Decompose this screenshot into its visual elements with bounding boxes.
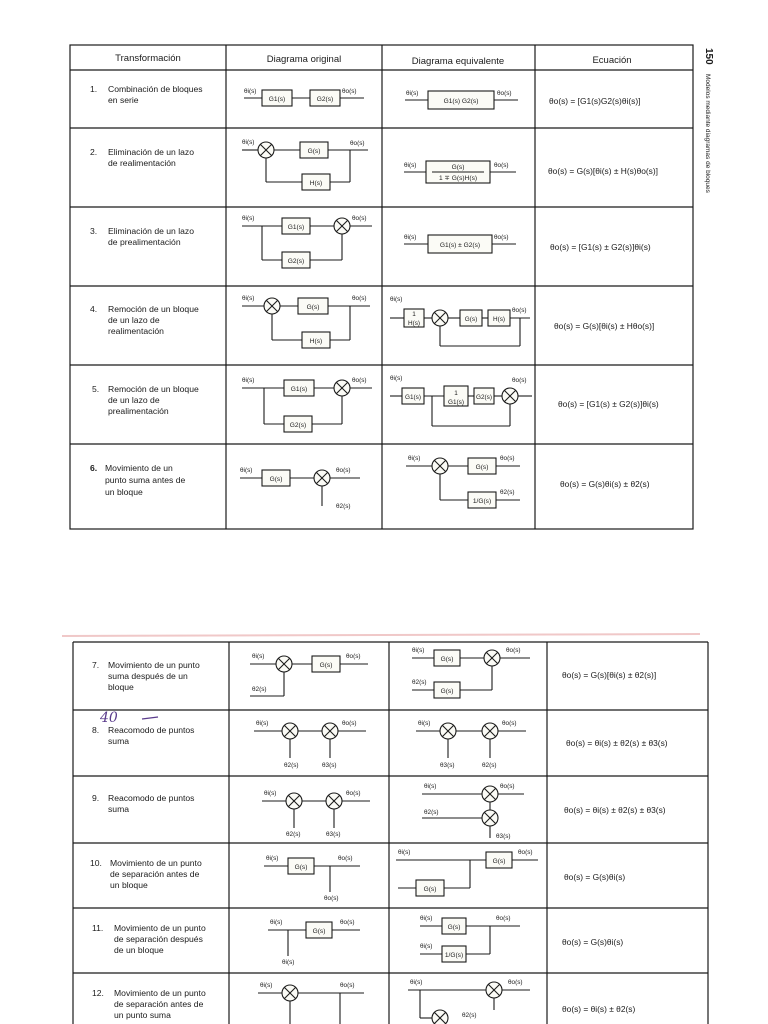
row-1-text — [90, 84, 640, 106]
row-9-text — [92, 793, 666, 815]
row-title-line: Reacomodo de puntos — [108, 725, 195, 735]
row-12-original-diagram — [258, 982, 364, 1024]
block-label: G1(s) — [405, 394, 421, 401]
row-equation: θo(s) = θi(s) ± θ2(s) ± θ3(s) — [566, 738, 668, 748]
block-label: G(s) — [464, 316, 478, 323]
row-title-line: Movimiento de un punto — [114, 923, 206, 933]
block-label: G(s) — [451, 164, 465, 171]
row-number: 12. — [92, 988, 104, 998]
row-title-line: Remoción de un bloque — [108, 304, 199, 314]
row-1-equivalent-diagram — [405, 90, 518, 109]
signal-label: θ2(s) — [286, 831, 301, 838]
signal-label: θi(s) — [420, 915, 433, 922]
row-title-line: un bloque — [105, 487, 143, 497]
signal-label: θo(s) — [512, 307, 527, 314]
row-title-line: Remoción de un bloque — [108, 384, 199, 394]
block-label: G1(s) ± G2(s) — [439, 242, 481, 249]
signal-label: θo(s) — [508, 979, 523, 986]
row-title-line: suma — [108, 736, 130, 746]
block-label: G1(s) — [290, 386, 308, 393]
row-5-text — [92, 384, 659, 416]
signal-label: θ2(s) — [412, 679, 427, 686]
signal-label: θo(s) — [496, 915, 511, 922]
row-7-equivalent-diagram — [412, 647, 530, 698]
row-equation: θo(s) = [G1(s)G2(s)θi(s)] — [549, 96, 641, 106]
signal-label: θo(s) — [497, 90, 512, 97]
block-label: 1 ∓ G(s)H(s) — [438, 175, 478, 182]
page-edge-mark — [62, 634, 700, 636]
row-number: 10. — [90, 858, 102, 868]
signal-label: θi(s) — [408, 455, 421, 462]
row-title-line: Movimiento de un punto — [114, 988, 206, 998]
signal-label: θi(s) — [390, 375, 403, 382]
signal-label: θo(s) — [500, 783, 515, 790]
row-equation: θo(s) = θi(s) ± θ2(s) — [562, 1004, 636, 1014]
signal-label: θi(s) — [264, 790, 277, 797]
signal-label: θo(s) — [340, 982, 355, 989]
block-label: G2(s) — [287, 258, 305, 265]
block-label: G2(s) — [289, 422, 307, 429]
row-equation: θo(s) = [G1(s) ± G2(s)]θi(s) — [550, 242, 651, 252]
signal-label: θo(s) — [494, 162, 509, 169]
signal-label: θi(s) — [252, 653, 265, 660]
row-10-text — [90, 858, 625, 890]
block-label: G(s) — [440, 656, 454, 663]
block-label: G1(s) — [448, 399, 464, 406]
row-title-line: Eliminación de un lazo — [108, 226, 194, 236]
row-title-line: Reacomodo de puntos — [108, 793, 195, 803]
row-number: 7. — [92, 660, 100, 670]
signal-label: θi(s) — [410, 979, 423, 986]
row-title-line: de realimentación — [108, 158, 176, 168]
block-label: G(s) — [440, 688, 454, 695]
row-title-line: Movimiento de un — [105, 463, 173, 473]
row-title-line: punto suma antes de — [105, 475, 186, 485]
signal-label: θ2(s) — [482, 762, 497, 769]
block-label: G(s) — [447, 924, 461, 931]
handwritten-note: 40 — [100, 710, 118, 726]
row-11-equivalent-diagram — [420, 915, 520, 962]
block-label: G2(s) — [316, 96, 334, 103]
signal-label: θ3(s) — [440, 762, 455, 769]
block-label: H(s) — [492, 316, 506, 323]
signal-label: θi(s) — [404, 162, 417, 169]
row-5-equivalent-diagram — [390, 375, 532, 426]
signal-label: θo(s) — [324, 895, 339, 902]
row-1-original-diagram — [244, 88, 364, 106]
table-bottom-grid — [73, 642, 708, 1024]
row-9-original-diagram — [262, 790, 370, 838]
row-9-equivalent-diagram — [422, 783, 524, 840]
row-number: 6. — [90, 463, 98, 473]
signal-label: θi(s) — [242, 377, 255, 384]
block-label: H(s) — [309, 180, 323, 187]
signal-label: θi(s) — [412, 647, 425, 654]
page-number: 150 — [703, 48, 714, 65]
row-equation: θo(s) = G(s)[θi(s) ± H(s)θo(s)] — [548, 166, 658, 176]
block-label: H(s) — [407, 320, 421, 327]
signal-label: θi(s) — [282, 959, 295, 966]
block-label: G1(s) G2(s) — [443, 98, 479, 105]
block-label: G(s) — [423, 886, 437, 893]
signal-label: θ3(s) — [322, 762, 337, 769]
row-8-text — [92, 710, 668, 748]
row-number: 1. — [90, 84, 98, 94]
block-label: G(s) — [306, 304, 320, 311]
signal-label: θ2(s) — [500, 489, 515, 496]
row-title-line: prealimentación — [108, 406, 169, 416]
block-label: G(s) — [312, 928, 326, 935]
signal-label: θ2(s) — [424, 809, 439, 816]
row-equation: θo(s) = θi(s) ± θ2(s) ± θ3(s) — [564, 805, 666, 815]
signal-label: θo(s) — [512, 377, 527, 384]
row-2-text — [90, 147, 658, 176]
block-label: 1/G(s) — [444, 952, 464, 959]
signal-label: θi(s) — [404, 234, 417, 241]
signal-label: θo(s) — [500, 455, 515, 462]
signal-label: θ2(s) — [252, 686, 267, 693]
signal-label: θo(s) — [506, 647, 521, 654]
table-top-grid — [70, 45, 693, 529]
row-number: 5. — [92, 384, 100, 394]
block-label: H(s) — [309, 338, 323, 345]
row-title-line: de prealimentación — [108, 237, 181, 247]
block-label: G(s) — [475, 464, 489, 471]
row-title-line: en serie — [108, 95, 139, 105]
row-8-original-diagram — [254, 720, 366, 769]
row-10-original-diagram — [264, 855, 360, 902]
row-title-line: de un lazo de — [108, 315, 160, 325]
signal-label: θo(s) — [350, 140, 365, 147]
signal-label: θi(s) — [242, 295, 255, 302]
row-title-line: un bloque — [110, 880, 148, 890]
signal-label: θ3(s) — [326, 831, 341, 838]
block-label: G2(s) — [476, 394, 492, 401]
row-10-equivalent-diagram — [396, 849, 538, 896]
row-title-line: realimentación — [108, 326, 164, 336]
row-4-original-diagram — [242, 295, 370, 348]
block-label: 1 — [412, 311, 416, 318]
signal-label: θo(s) — [336, 467, 351, 474]
row-2-equivalent-diagram — [404, 161, 516, 183]
signal-label: θo(s) — [342, 720, 357, 727]
row-title-line: un punto suma — [114, 1010, 171, 1020]
row-equation: θo(s) = G(s)θi(s) — [562, 937, 624, 947]
signal-label: θi(s) — [260, 982, 273, 989]
row-2-original-diagram — [242, 139, 368, 190]
row-number: 8. — [92, 725, 100, 735]
row-equation: θo(s) = G(s)θi(s) — [564, 872, 626, 882]
block-label: G(s) — [294, 864, 308, 871]
signal-label: θi(s) — [390, 296, 403, 303]
row-3-equivalent-diagram — [404, 234, 516, 253]
row-title-line: de separación antes de — [114, 999, 204, 1009]
signal-label: θo(s) — [346, 790, 361, 797]
row-6-text — [90, 463, 650, 497]
row-3-text — [90, 226, 651, 252]
signal-label: θ3(s) — [496, 833, 511, 840]
row-title-line: de separación después — [114, 934, 203, 944]
row-6-equivalent-diagram — [406, 455, 520, 508]
signal-label: θo(s) — [340, 919, 355, 926]
row-equation: θo(s) = G(s)θi(s) ± θ2(s) — [560, 479, 650, 489]
signal-label: θi(s) — [256, 720, 269, 727]
row-4-equivalent-diagram — [390, 296, 530, 346]
row-equation: θo(s) = [G1(s) ± G2(s)]θi(s) — [558, 399, 659, 409]
signal-label: θi(s) — [418, 720, 431, 727]
block-label: G(s) — [269, 476, 283, 483]
row-title-line: Movimiento de un punto — [108, 660, 200, 670]
row-7-original-diagram — [250, 653, 368, 696]
signal-label: θi(s) — [266, 855, 279, 862]
row-3-original-diagram — [242, 215, 372, 268]
signal-label: θi(s) — [406, 90, 419, 97]
row-11-original-diagram — [268, 919, 360, 966]
row-11-text — [92, 923, 623, 955]
row-title-line: Movimiento de un punto — [110, 858, 202, 868]
signal-label: θ2(s) — [284, 762, 299, 769]
row-number: 3. — [90, 226, 98, 236]
signal-label: θo(s) — [518, 849, 533, 856]
row-equation: θo(s) = G(s)[θi(s) ± θ2(s)] — [562, 670, 657, 680]
signal-label: θi(s) — [242, 139, 255, 146]
block-label: G(s) — [307, 148, 321, 155]
running-title: Modelos mediante diagramas de bloques — [704, 74, 711, 193]
row-number: 9. — [92, 793, 100, 803]
header-transformacion: Transformación — [115, 53, 181, 64]
header-diagrama-original: Diagrama original — [266, 54, 342, 65]
row-number: 11. — [92, 923, 104, 933]
handwritten-stroke — [142, 717, 158, 719]
row-title-line: bloque — [108, 682, 134, 692]
signal-label: θ2(s) — [462, 1012, 477, 1019]
signal-label: θo(s) — [338, 855, 353, 862]
signal-label: θo(s) — [352, 215, 367, 222]
row-8-equivalent-diagram — [416, 720, 526, 769]
row-title-line: de un bloque — [114, 945, 164, 955]
block-label: G(s) — [492, 858, 506, 865]
block-label: G1(s) — [287, 224, 305, 231]
signal-label: θo(s) — [352, 295, 367, 302]
block-label: 1 — [454, 390, 458, 397]
row-12-equivalent-diagram — [408, 979, 530, 1024]
signal-label: θi(s) — [398, 849, 411, 856]
row-title-line: de un lazo de — [108, 395, 160, 405]
header-diagrama-equivalente: Diagrama equivalente — [411, 56, 505, 67]
signal-label: θo(s) — [342, 88, 357, 95]
signal-label: θo(s) — [502, 720, 517, 727]
row-title-line: de separación antes de — [110, 869, 200, 879]
signal-label: θi(s) — [240, 467, 253, 474]
row-number: 2. — [90, 147, 98, 157]
signal-label: θo(s) — [346, 653, 361, 660]
block-label: G(s) — [319, 662, 333, 669]
row-equation: θo(s) = G(s)[θi(s) ± Hθo(s)] — [554, 321, 655, 331]
signal-label: θ2(s) — [336, 503, 351, 510]
row-6-original-diagram — [240, 467, 360, 510]
signal-label: θo(s) — [352, 377, 367, 384]
block-label: G1(s) — [268, 96, 286, 103]
signal-label: θi(s) — [242, 215, 255, 222]
row-title-line: suma — [108, 804, 130, 814]
signal-label: θi(s) — [424, 783, 437, 790]
row-number: 4. — [90, 304, 98, 314]
row-5-original-diagram — [242, 377, 372, 432]
block-label: 1/G(s) — [472, 498, 492, 505]
row-title-line: suma después de un — [108, 671, 188, 681]
header-ecuacion: Ecuación — [592, 55, 632, 66]
row-title-line: Eliminación de un lazo — [108, 147, 194, 157]
row-title-line: Combinación de bloques — [108, 84, 203, 94]
signal-label: θo(s) — [494, 234, 509, 241]
row-4-text — [90, 304, 654, 336]
row-7-text — [92, 660, 656, 692]
signal-label: θi(s) — [270, 919, 283, 926]
signal-label: θi(s) — [244, 88, 257, 95]
signal-label: θi(s) — [420, 943, 433, 950]
